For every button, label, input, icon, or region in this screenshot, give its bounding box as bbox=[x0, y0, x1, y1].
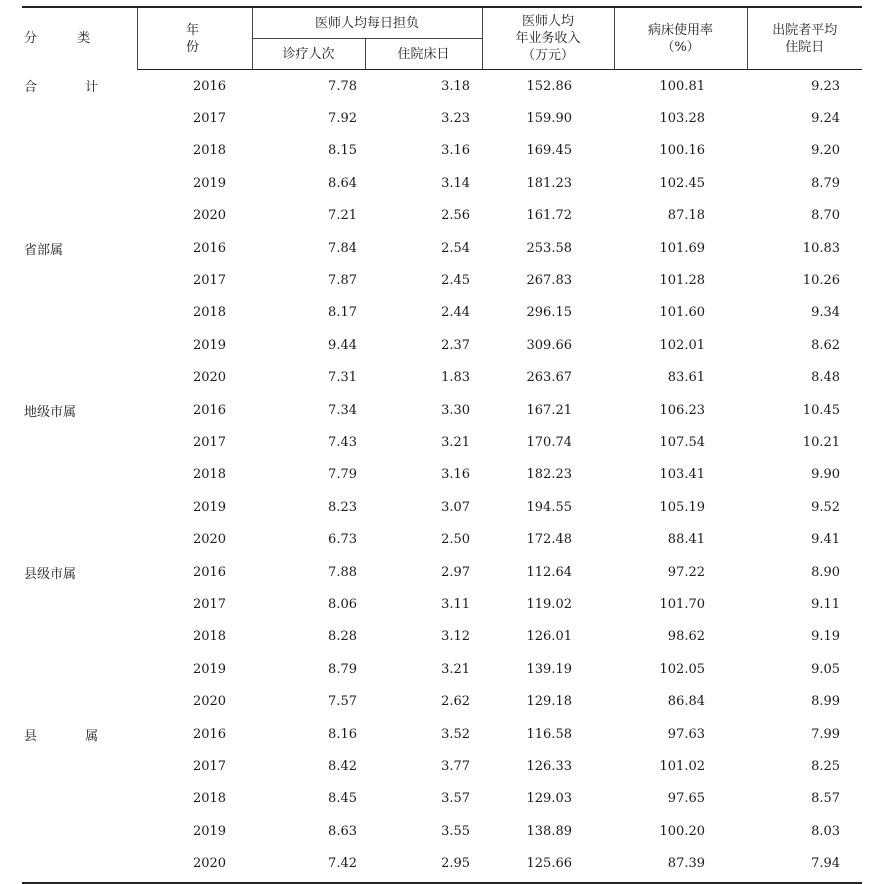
cell-bed-days: 3.16 bbox=[441, 143, 471, 159]
cell-bed-rate: 102.05 bbox=[659, 661, 706, 677]
cell-year: 2016 bbox=[192, 78, 227, 94]
cell-stay: 9.19 bbox=[811, 629, 841, 645]
cell-year: 2016 bbox=[192, 402, 227, 418]
cell-income: 161.72 bbox=[526, 208, 573, 224]
cell-visits: 8.79 bbox=[328, 661, 357, 677]
cell-year: 2018 bbox=[192, 629, 227, 645]
cell-bed-rate: 97.22 bbox=[667, 564, 706, 580]
table-row bbox=[22, 556, 862, 588]
cell-stay: 9.24 bbox=[811, 111, 841, 127]
table-row bbox=[22, 491, 862, 523]
table-row bbox=[22, 329, 862, 361]
cell-year: 2016 bbox=[192, 564, 227, 580]
cell-income: 125.66 bbox=[526, 856, 573, 872]
cell-income: 129.03 bbox=[526, 791, 573, 807]
statistics-table-page bbox=[22, 6, 862, 880]
cell-visits: 7.78 bbox=[328, 78, 357, 94]
table-row bbox=[22, 232, 862, 264]
cell-visits: 8.63 bbox=[328, 823, 357, 839]
cell-category bbox=[22, 685, 137, 717]
cell-year: 2016 bbox=[192, 726, 227, 742]
cell-bed-rate: 101.02 bbox=[659, 758, 706, 774]
cell-income: 126.33 bbox=[526, 758, 573, 774]
cell-visits: 6.73 bbox=[328, 532, 357, 548]
cell-bed-rate: 105.19 bbox=[659, 499, 706, 515]
table-body bbox=[22, 70, 862, 880]
cell-year: 2017 bbox=[192, 111, 227, 127]
cell-category bbox=[22, 750, 137, 782]
header-stay-line1: 出院者平均 bbox=[772, 22, 838, 38]
cell-bed-rate: 87.39 bbox=[667, 856, 706, 872]
table-row bbox=[22, 653, 862, 685]
cell-stay: 8.62 bbox=[811, 337, 841, 353]
cell-bed-days: 2.62 bbox=[441, 694, 471, 710]
cell-stay: 9.20 bbox=[811, 143, 841, 159]
cell-bed-rate: 102.01 bbox=[659, 337, 706, 353]
table-row bbox=[22, 297, 862, 329]
cell-category bbox=[22, 362, 137, 394]
cell-income: 112.64 bbox=[526, 564, 573, 580]
cell-income: 296.15 bbox=[526, 305, 573, 321]
cell-visits: 7.88 bbox=[328, 564, 357, 580]
cell-visits: 7.31 bbox=[328, 370, 357, 386]
cell-visits: 8.23 bbox=[328, 499, 357, 515]
cell-bed-days: 3.55 bbox=[441, 823, 471, 839]
cell-stay: 8.90 bbox=[811, 564, 841, 580]
cell-year: 2020 bbox=[192, 856, 227, 872]
cell-visits: 7.84 bbox=[328, 240, 357, 256]
cell-year: 2018 bbox=[192, 305, 227, 321]
cell-year: 2019 bbox=[192, 823, 227, 839]
cell-stay: 8.79 bbox=[811, 175, 841, 191]
cell-bed-days: 3.52 bbox=[441, 726, 471, 742]
cell-stay: 8.70 bbox=[811, 208, 841, 224]
cell-visits: 8.42 bbox=[328, 758, 357, 774]
cell-year: 2017 bbox=[192, 758, 227, 774]
cell-visits: 7.92 bbox=[328, 111, 357, 127]
cell-stay: 7.99 bbox=[811, 726, 841, 742]
cell-category bbox=[22, 200, 137, 232]
header-income bbox=[482, 7, 614, 70]
cell-stay: 9.52 bbox=[811, 499, 841, 515]
cell-stay: 10.26 bbox=[802, 273, 841, 289]
cell-category bbox=[22, 135, 137, 167]
cell-income: 126.01 bbox=[526, 629, 573, 645]
cell-stay: 8.99 bbox=[811, 694, 841, 710]
cell-year: 2020 bbox=[192, 532, 227, 548]
table-row bbox=[22, 621, 862, 653]
cell-bed-rate: 101.70 bbox=[659, 596, 706, 612]
cell-visits: 8.45 bbox=[328, 791, 357, 807]
cell-stay: 9.90 bbox=[811, 467, 841, 483]
header-category: 分 类 bbox=[22, 7, 137, 70]
cell-stay: 8.03 bbox=[811, 823, 841, 839]
cell-category: 县 属 bbox=[24, 728, 121, 744]
header-burden-group: 医师人均每日担负 bbox=[252, 7, 482, 39]
cell-bed-days: 3.16 bbox=[441, 467, 471, 483]
cell-income: 139.19 bbox=[526, 661, 573, 677]
header-bed-days: 住院床日 bbox=[365, 39, 482, 70]
cell-bed-days: 3.07 bbox=[441, 499, 471, 515]
cell-year: 2020 bbox=[192, 208, 227, 224]
cell-bed-rate: 97.65 bbox=[667, 791, 706, 807]
cell-bed-rate: 100.16 bbox=[659, 143, 706, 159]
cell-bed-rate: 86.84 bbox=[667, 694, 706, 710]
cell-category bbox=[22, 264, 137, 296]
table-row bbox=[22, 135, 862, 167]
cell-bed-rate: 102.45 bbox=[659, 175, 706, 191]
cell-bed-days: 2.50 bbox=[441, 532, 471, 548]
cell-bed-rate: 103.28 bbox=[659, 111, 706, 127]
cell-visits: 7.79 bbox=[328, 467, 357, 483]
cell-year: 2018 bbox=[192, 143, 227, 159]
table-row bbox=[22, 847, 862, 879]
cell-income: 152.86 bbox=[526, 78, 573, 94]
cell-bed-days: 2.54 bbox=[441, 240, 471, 256]
cell-visits: 9.44 bbox=[328, 337, 357, 353]
table-row bbox=[22, 102, 862, 134]
cell-visits: 8.64 bbox=[328, 175, 357, 191]
cell-stay: 9.11 bbox=[811, 596, 841, 612]
header-income-line1: 医师人均 bbox=[522, 14, 575, 29]
cell-bed-days: 3.21 bbox=[441, 661, 471, 677]
cell-year: 2020 bbox=[192, 694, 227, 710]
cell-category bbox=[22, 783, 137, 815]
hospital-physician-workload-table bbox=[22, 6, 862, 880]
cell-bed-days: 3.23 bbox=[441, 111, 471, 127]
cell-category bbox=[22, 847, 137, 879]
cell-year: 2020 bbox=[192, 370, 227, 386]
table-row bbox=[22, 264, 862, 296]
table-row bbox=[22, 815, 862, 847]
cell-bed-days: 3.30 bbox=[441, 402, 471, 418]
cell-visits: 7.57 bbox=[328, 694, 357, 710]
cell-category bbox=[22, 653, 137, 685]
cell-bed-days: 2.56 bbox=[441, 208, 471, 224]
cell-stay: 10.21 bbox=[802, 434, 841, 450]
cell-category bbox=[22, 491, 137, 523]
cell-income: 129.18 bbox=[526, 694, 573, 710]
cell-category bbox=[22, 588, 137, 620]
cell-income: 182.23 bbox=[526, 467, 573, 483]
table-row bbox=[22, 167, 862, 199]
cell-income: 159.90 bbox=[526, 111, 573, 127]
cell-income: 263.67 bbox=[526, 370, 573, 386]
cell-stay: 10.45 bbox=[802, 402, 841, 418]
header-income-line2: 年业务收入 bbox=[515, 31, 581, 46]
table-row bbox=[22, 718, 862, 750]
cell-income: 309.66 bbox=[526, 337, 573, 353]
cell-category bbox=[22, 459, 137, 491]
table-row bbox=[22, 362, 862, 394]
cell-visits: 8.28 bbox=[328, 629, 357, 645]
cell-visits: 7.21 bbox=[328, 208, 357, 224]
cell-income: 172.48 bbox=[526, 532, 573, 548]
cell-stay: 9.05 bbox=[811, 661, 841, 677]
cell-category bbox=[22, 815, 137, 847]
cell-bed-days: 1.83 bbox=[441, 370, 471, 386]
cell-bed-days: 3.11 bbox=[441, 596, 471, 612]
cell-bed-days: 3.57 bbox=[441, 791, 471, 807]
cell-bed-days: 2.95 bbox=[441, 856, 471, 872]
header-bed-rate bbox=[614, 7, 747, 70]
cell-bed-rate: 101.28 bbox=[659, 273, 706, 289]
cell-bed-rate: 100.81 bbox=[659, 78, 706, 94]
header-year: 年 份 bbox=[137, 7, 252, 70]
cell-stay: 9.41 bbox=[811, 532, 841, 548]
cell-bed-rate: 106.23 bbox=[659, 402, 706, 418]
cell-bed-rate: 103.41 bbox=[659, 467, 706, 483]
cell-category bbox=[22, 329, 137, 361]
cell-category bbox=[22, 523, 137, 555]
cell-category bbox=[22, 426, 137, 458]
cell-year: 2017 bbox=[192, 434, 227, 450]
header-visits: 诊疗人次 bbox=[252, 39, 365, 70]
cell-bed-rate: 98.62 bbox=[667, 629, 706, 645]
cell-visits: 8.16 bbox=[328, 726, 357, 742]
cell-income: 167.21 bbox=[526, 402, 573, 418]
cell-income: 267.83 bbox=[526, 273, 573, 289]
cell-bed-rate: 107.54 bbox=[659, 434, 706, 450]
cell-bed-days: 3.12 bbox=[441, 629, 471, 645]
cell-stay: 7.94 bbox=[811, 856, 841, 872]
table-row bbox=[22, 200, 862, 232]
cell-income: 119.02 bbox=[526, 596, 573, 612]
header-stay-line2: 住院日 bbox=[785, 39, 825, 55]
cell-bed-days: 3.18 bbox=[441, 78, 471, 94]
cell-year: 2016 bbox=[192, 240, 227, 256]
cell-income: 116.58 bbox=[526, 726, 573, 742]
cell-year: 2017 bbox=[192, 596, 227, 612]
table-row bbox=[22, 588, 862, 620]
cell-bed-rate: 101.69 bbox=[659, 240, 706, 256]
cell-bed-days: 2.44 bbox=[441, 305, 471, 321]
cell-bed-rate: 97.63 bbox=[667, 726, 706, 742]
cell-bed-rate: 101.60 bbox=[659, 305, 706, 321]
cell-income: 194.55 bbox=[526, 499, 573, 515]
cell-visits: 7.34 bbox=[328, 402, 357, 418]
cell-year: 2019 bbox=[192, 661, 227, 677]
table-row bbox=[22, 783, 862, 815]
cell-income: 181.23 bbox=[526, 175, 573, 191]
table-row bbox=[22, 685, 862, 717]
cell-income: 138.89 bbox=[526, 823, 573, 839]
cell-income: 170.74 bbox=[526, 434, 573, 450]
cell-year: 2019 bbox=[192, 175, 227, 191]
cell-year: 2018 bbox=[192, 791, 227, 807]
cell-bed-rate: 88.41 bbox=[667, 532, 706, 548]
cell-stay: 10.83 bbox=[802, 240, 841, 256]
cell-stay: 8.48 bbox=[811, 370, 841, 386]
header-bed-rate-line1: 病床使用率 bbox=[648, 22, 714, 38]
cell-year: 2018 bbox=[192, 467, 227, 483]
cell-bed-days: 2.37 bbox=[441, 337, 471, 353]
table-row bbox=[22, 426, 862, 458]
cell-visits: 8.15 bbox=[328, 143, 357, 159]
cell-income: 253.58 bbox=[526, 240, 573, 256]
cell-category: 省部属 bbox=[24, 242, 64, 258]
table-row bbox=[22, 750, 862, 782]
cell-visits: 7.43 bbox=[328, 434, 357, 450]
cell-stay: 9.34 bbox=[811, 305, 841, 321]
cell-bed-rate: 87.18 bbox=[667, 208, 706, 224]
table-row bbox=[22, 459, 862, 491]
cell-category bbox=[22, 621, 137, 653]
cell-bed-days: 2.97 bbox=[441, 564, 471, 580]
cell-year: 2017 bbox=[192, 273, 227, 289]
table-header bbox=[22, 7, 862, 70]
cell-bed-days: 2.45 bbox=[441, 273, 471, 289]
cell-visits: 7.42 bbox=[328, 856, 357, 872]
cell-category bbox=[22, 297, 137, 329]
cell-stay: 9.23 bbox=[811, 78, 841, 94]
cell-income: 169.45 bbox=[526, 143, 573, 159]
cell-bed-rate: 100.20 bbox=[659, 823, 706, 839]
table-row bbox=[22, 70, 862, 103]
cell-category bbox=[22, 167, 137, 199]
cell-year: 2019 bbox=[192, 337, 227, 353]
table-row bbox=[22, 523, 862, 555]
cell-bed-days: 3.21 bbox=[441, 434, 471, 450]
cell-bed-days: 3.77 bbox=[441, 758, 471, 774]
cell-category: 地级市属 bbox=[24, 404, 77, 420]
cell-category: 县级市属 bbox=[24, 566, 77, 582]
cell-stay: 8.57 bbox=[811, 791, 841, 807]
cell-category: 合 计 bbox=[24, 80, 121, 96]
cell-visits: 8.17 bbox=[328, 305, 357, 321]
header-bed-rate-line2: （%） bbox=[661, 39, 700, 55]
cell-category bbox=[22, 102, 137, 134]
cell-bed-days: 3.14 bbox=[441, 175, 471, 191]
header-stay bbox=[747, 7, 862, 70]
cell-stay: 8.25 bbox=[811, 758, 841, 774]
table-row bbox=[22, 394, 862, 426]
header-income-line3: （万元） bbox=[522, 48, 575, 63]
cell-visits: 8.06 bbox=[328, 596, 357, 612]
cell-year: 2019 bbox=[192, 499, 227, 515]
cell-bed-rate: 83.61 bbox=[667, 370, 706, 386]
cell-visits: 7.87 bbox=[328, 273, 357, 289]
